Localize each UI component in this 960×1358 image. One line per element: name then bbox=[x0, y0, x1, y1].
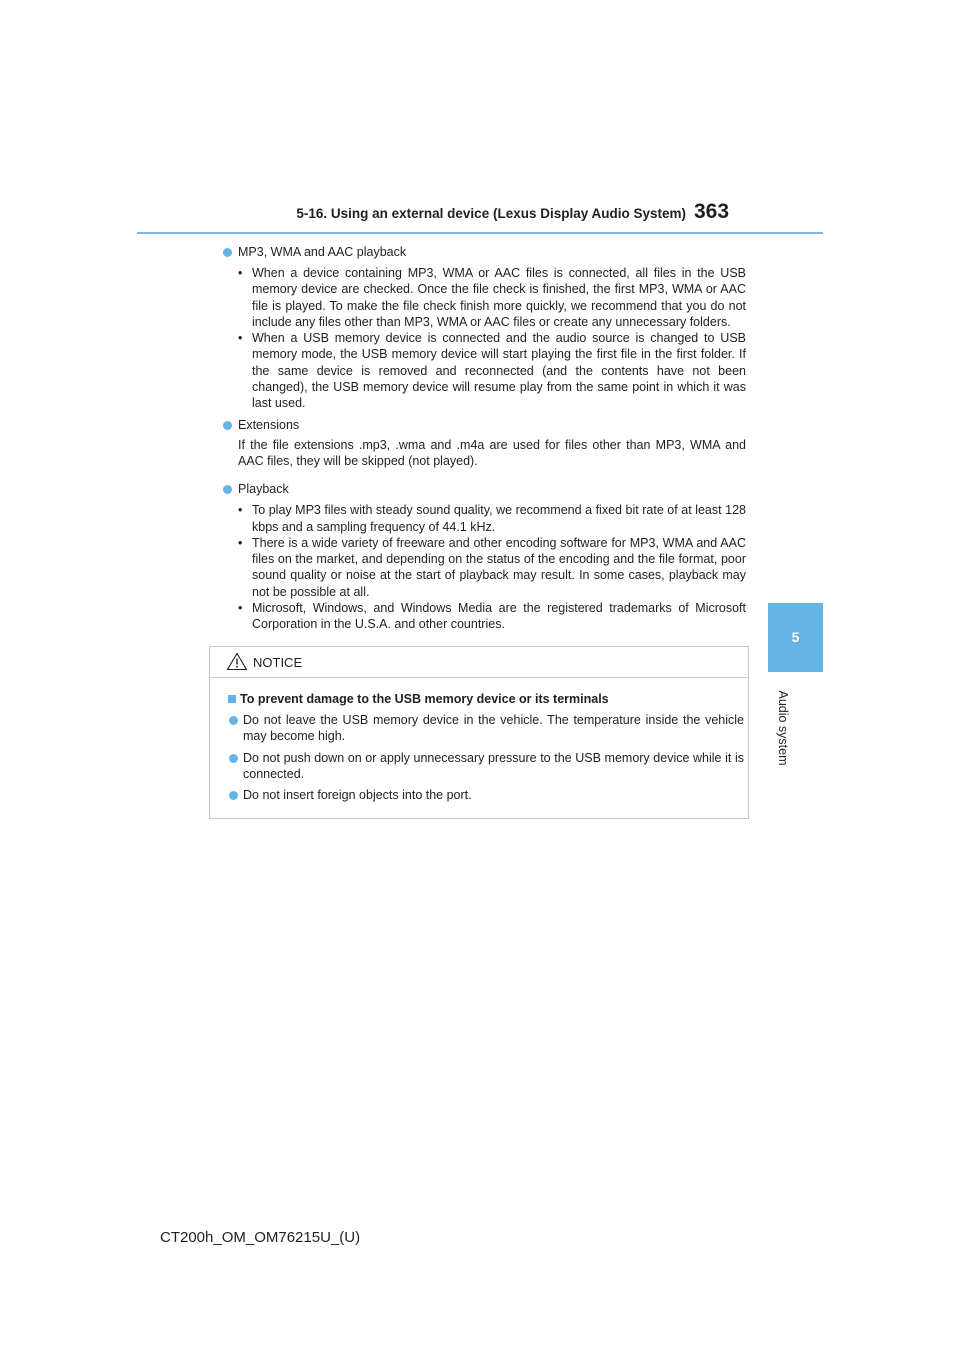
list-item: • When a device containing MP3, WMA or AAC files is connected, all files in the USB memory device are checked. Once the file check is finished, the first MP3, WMA or AAC file is played. To make the file check finish more quickly, we recommend that you do not include any files other than MP3, WMA or AAC files or create any unnecessary folders. bbox=[238, 266, 746, 329]
circle-bullet-icon bbox=[229, 716, 238, 725]
circle-bullet-icon bbox=[223, 421, 232, 430]
circle-bullet-icon bbox=[223, 485, 232, 494]
list-item: • There is a wide variety of freeware and other encoding software for MP3, WMA and AAC files on the market, and depending on the status of the encoding and the file format, poor sound quality or noise at the start of playback may result. In some cases, playback may not be possible at all. bbox=[238, 535, 746, 599]
warning-triangle-icon bbox=[226, 652, 248, 671]
notice-header bbox=[210, 647, 748, 678]
main-content bbox=[222, 244, 746, 633]
notice-subheading: To prevent damage to the USB memory device or its terminals bbox=[227, 691, 744, 707]
page-number: 363 bbox=[694, 200, 730, 223]
list-item: • Microsoft, Windows, and Windows Media are the registered trademarks of Microsoft Corporation in the U.S.A. and other countries. bbox=[238, 601, 746, 632]
mp3-bullet-list bbox=[222, 265, 746, 412]
item-heading-playback: Playback bbox=[222, 481, 746, 497]
section-title: 5-16. Using an external device (Lexus Display Audio System) bbox=[296, 206, 686, 221]
list-item: • When a USB memory device is connected and the audio source is changed to USB memory mode, the USB memory device will start playing the first file in the first folder. If the same device is removed and reconnected (and the contents have not been changed), the USB memory device will resume play from the same point in which it was last used. bbox=[238, 331, 746, 411]
square-bullet-icon bbox=[228, 695, 236, 703]
notice-item: Do not leave the USB memory device in the vehicle. The temperature inside the vehicle may become high. bbox=[227, 712, 744, 745]
notice-item: Do not insert foreign objects into the port. bbox=[227, 787, 744, 803]
chapter-label: Audio system bbox=[776, 690, 790, 766]
circle-bullet-icon bbox=[229, 754, 238, 763]
chapter-tab bbox=[768, 603, 823, 672]
chapter-number: 5 bbox=[791, 629, 800, 645]
notice-item: Do not push down on or apply unnecessary pressure to the USB memory device while it is connected. bbox=[227, 750, 744, 783]
notice-title: NOTICE bbox=[253, 655, 303, 670]
manual-code: CT200h_OM_OM76215U_(U) bbox=[160, 1229, 361, 1246]
item-heading-extensions: Extensions bbox=[222, 417, 746, 433]
header-rule bbox=[137, 232, 823, 234]
list-item: • To play MP3 files with steady sound quality, we recommend a fixed bit rate of at least 128 kbps and a sampling frequency of 44.1 kHz. bbox=[238, 503, 746, 534]
item-heading-mp3: MP3, WMA and AAC playback bbox=[222, 244, 746, 260]
playback-bullet-list bbox=[222, 502, 746, 632]
circle-bullet-icon bbox=[229, 791, 238, 800]
extensions-paragraph: If the file extensions .mp3, .wma and .m4a are used for files other than MP3, WMA and AAC files, they will be skipped (not played). bbox=[238, 437, 746, 468]
notice-box bbox=[209, 646, 749, 819]
notice-body bbox=[227, 691, 744, 803]
circle-bullet-icon bbox=[223, 248, 232, 257]
